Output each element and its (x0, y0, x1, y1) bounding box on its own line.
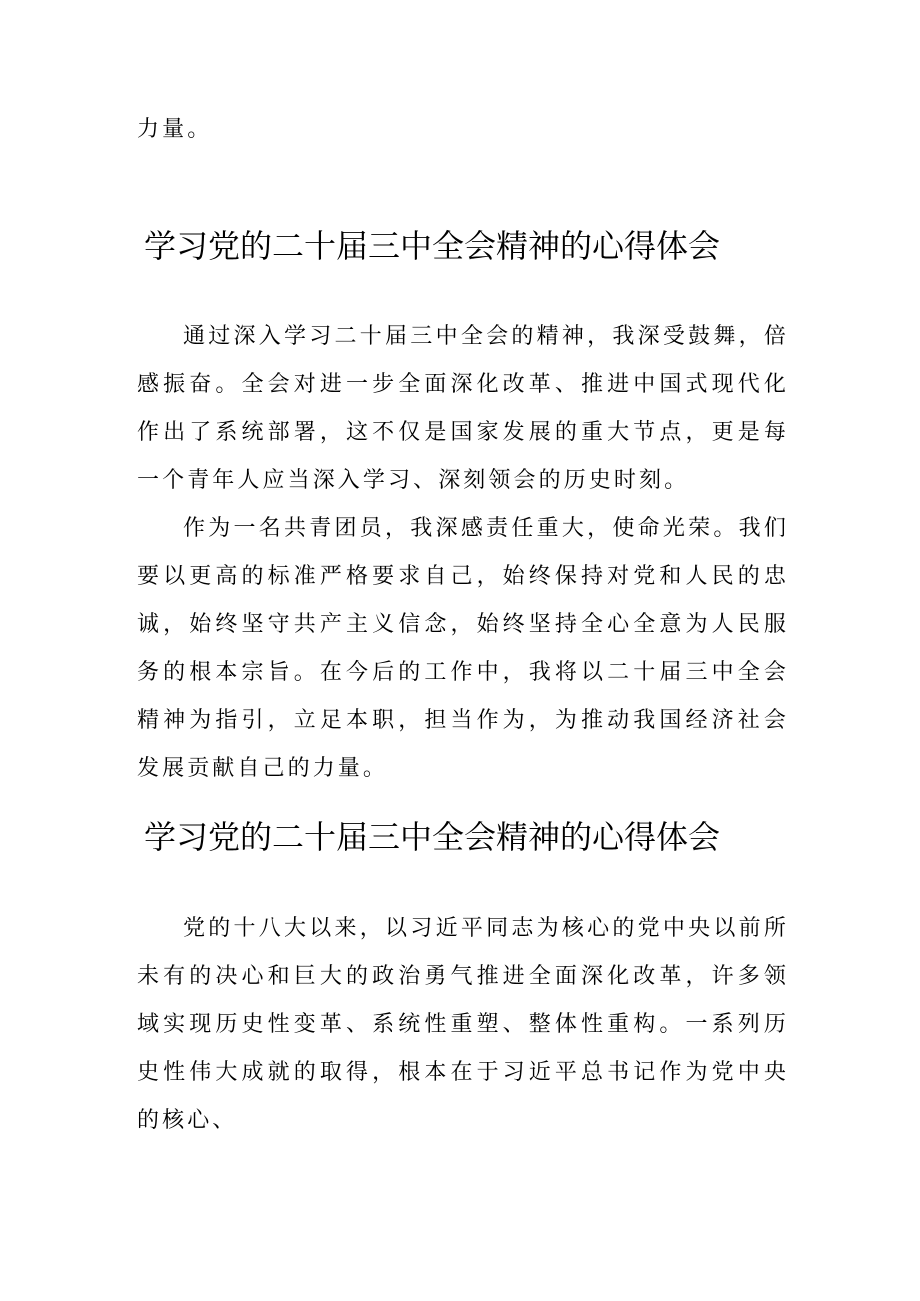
paragraph: 作为一名共青团员，我深感责任重大，使命光荣。我们要以更高的标准严格要求自己，始终保持对党和人民的忠诚，始终坚守共产主义信念，始终坚持全心全意为人民服务的根本宗旨。在今后的工作中，我将以二十届三中全会精神为指引，立足本职，担当作为，为推动我国经济社会发展贡献自己的力量。 (137, 516, 789, 781)
paragraph-fragment: 力量。 (137, 117, 213, 142)
paragraph: 党的十八大以来，以习近平同志为核心的党中央以前所未有的决心和巨大的政治勇气推进全面深化改革，许多领域实现历史性变革、系统性重塑、整体性重构。一系列历史性伟大成就的取得，根本在于习近平总书记作为党中央的核心、 (137, 916, 789, 1133)
section-title: 学习党的二十届三中全会精神的心得体会 (144, 227, 721, 265)
section-title: 学习党的二十届三中全会精神的心得体会 (144, 818, 721, 856)
paragraph: 通过深入学习二十届三中全会的精神，我深受鼓舞，倍感振奋。全会对进一步全面深化改革、推进中国式现代化作出了系统部署，这不仅是国家发展的重大节点，更是每一个青年人应当深入学习、深刻领会的历史时刻。 (137, 324, 789, 493)
